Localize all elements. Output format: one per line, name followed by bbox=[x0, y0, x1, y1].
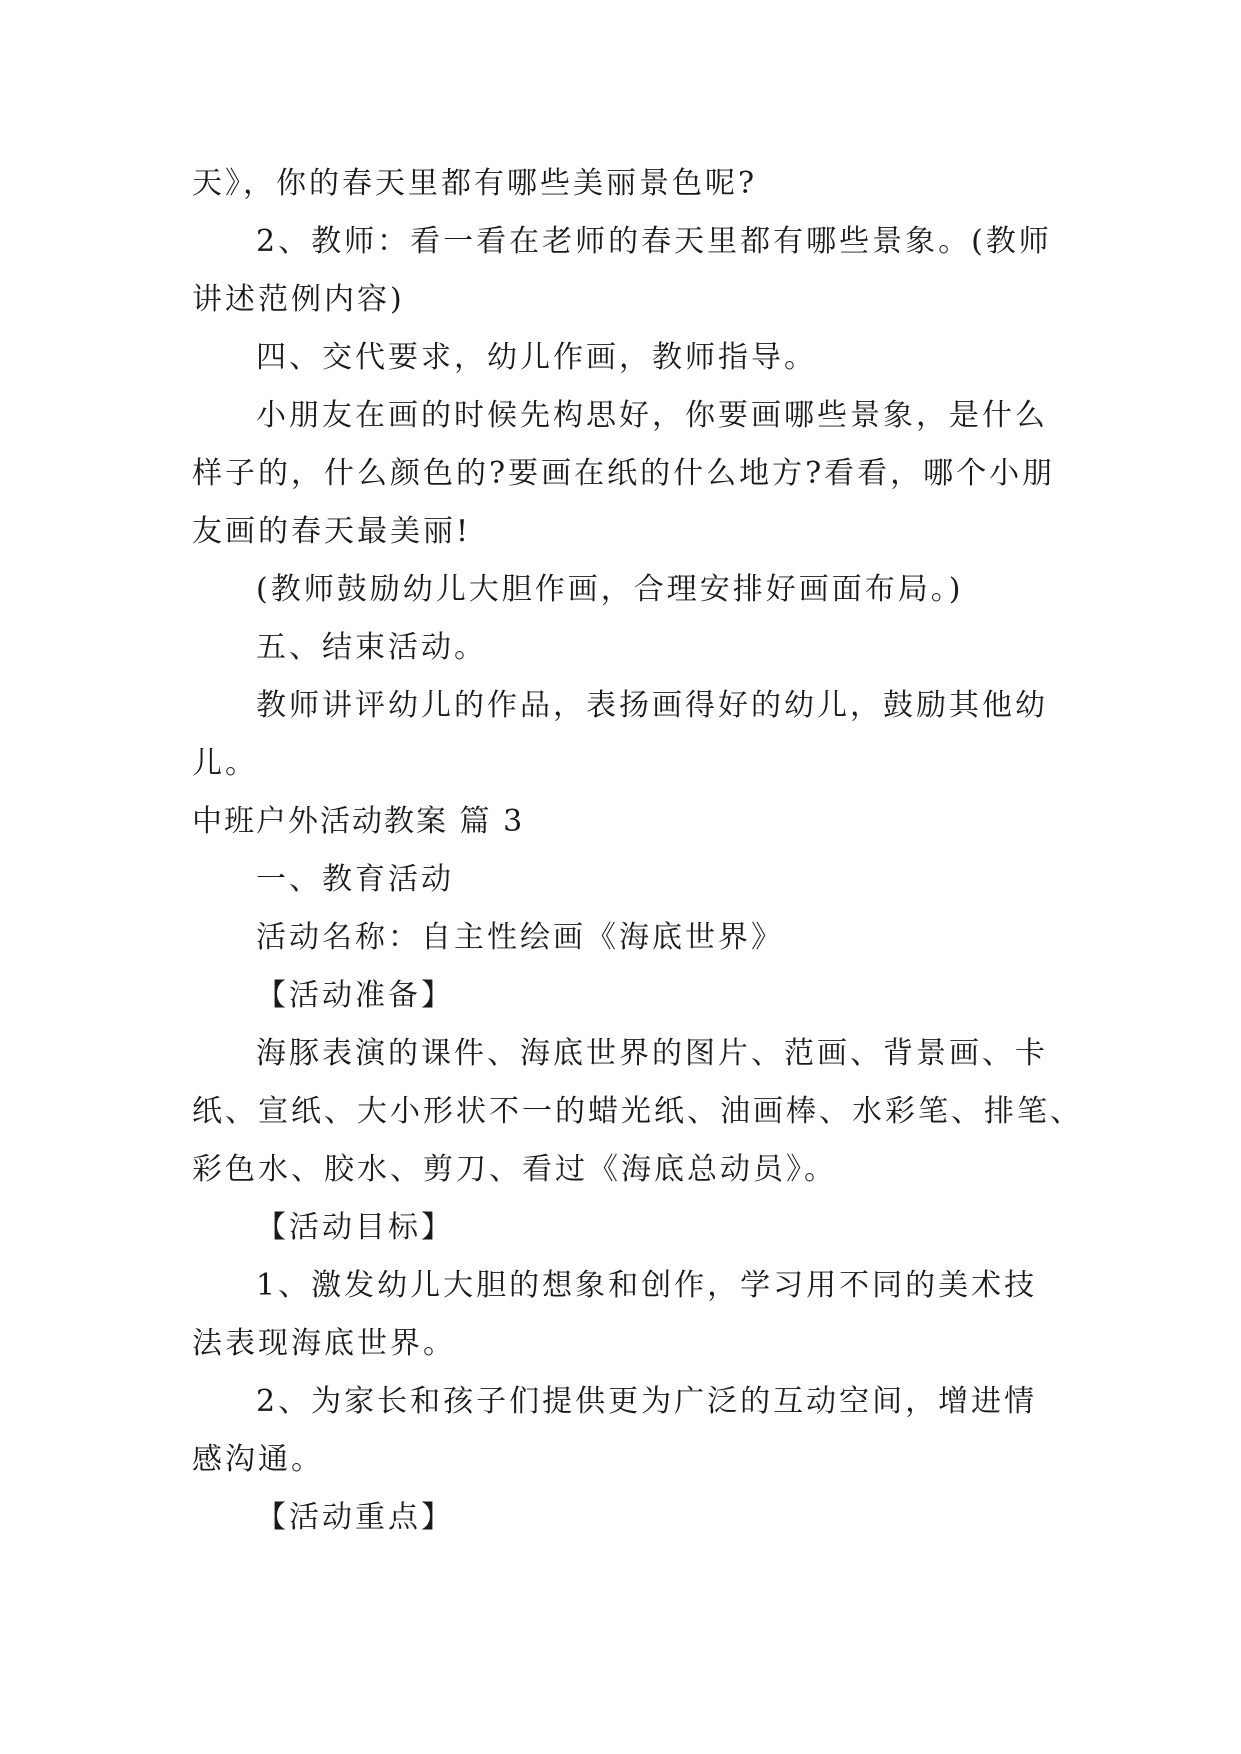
bracket-heading: 【活动目标】 bbox=[256, 1210, 454, 1245]
text-line: 讲述范例内容) bbox=[192, 282, 405, 317]
text-line: 感沟通。 bbox=[192, 1442, 324, 1477]
section-heading: 五、结束活动。 bbox=[256, 630, 487, 665]
bracket-heading: 【活动重点】 bbox=[256, 1500, 454, 1535]
text-line: 2、教师：看一看在老师的春天里都有哪些景象。(教师 bbox=[256, 224, 1052, 259]
text-line: 天》，你的春天里都有哪些美丽景色呢? bbox=[192, 166, 758, 201]
text-line: 教师讲评幼儿的作品，表扬画得好的幼儿，鼓励其他幼 bbox=[256, 688, 1048, 723]
text-line: 1、激发幼儿大胆的想象和创作，学习用不同的美术技 bbox=[256, 1268, 1038, 1303]
text-line: 小朋友在画的时候先构思好，你要画哪些景象，是什么 bbox=[256, 398, 1048, 433]
text-line: 海豚表演的课件、海底世界的图片、范画、背景画、卡 bbox=[256, 1036, 1048, 1071]
bracket-heading: 【活动准备】 bbox=[256, 978, 454, 1013]
text-line: 友画的春天最美丽! bbox=[192, 514, 472, 549]
lesson-title: 中班户外活动教案 篇 3 bbox=[192, 804, 525, 839]
text-line: 样子的，什么颜色的?要画在纸的什么地方?看看，哪个小朋 bbox=[192, 456, 1056, 491]
text-line: 活动名称：自主性绘画《海底世界》 bbox=[256, 920, 784, 955]
text-line: 纸、宣纸、大小形状不一的蜡光纸、油画棒、水彩笔、排笔、 bbox=[192, 1094, 1083, 1129]
text-line: 彩色水、胶水、剪刀、看过《海底总动员》。 bbox=[192, 1152, 837, 1187]
text-line: (教师鼓励幼儿大胆作画，合理安排好画面布局。) bbox=[256, 572, 964, 607]
text-line: 法表现海底世界。 bbox=[192, 1326, 456, 1361]
section-heading: 一、教育活动 bbox=[256, 862, 454, 897]
section-heading: 四、交代要求，幼儿作画，教师指导。 bbox=[256, 340, 817, 375]
text-line: 2、为家长和孩子们提供更为广泛的互动空间，增进情 bbox=[256, 1384, 1038, 1419]
text-line: 儿。 bbox=[192, 746, 258, 781]
document-body bbox=[192, 155, 1083, 1547]
